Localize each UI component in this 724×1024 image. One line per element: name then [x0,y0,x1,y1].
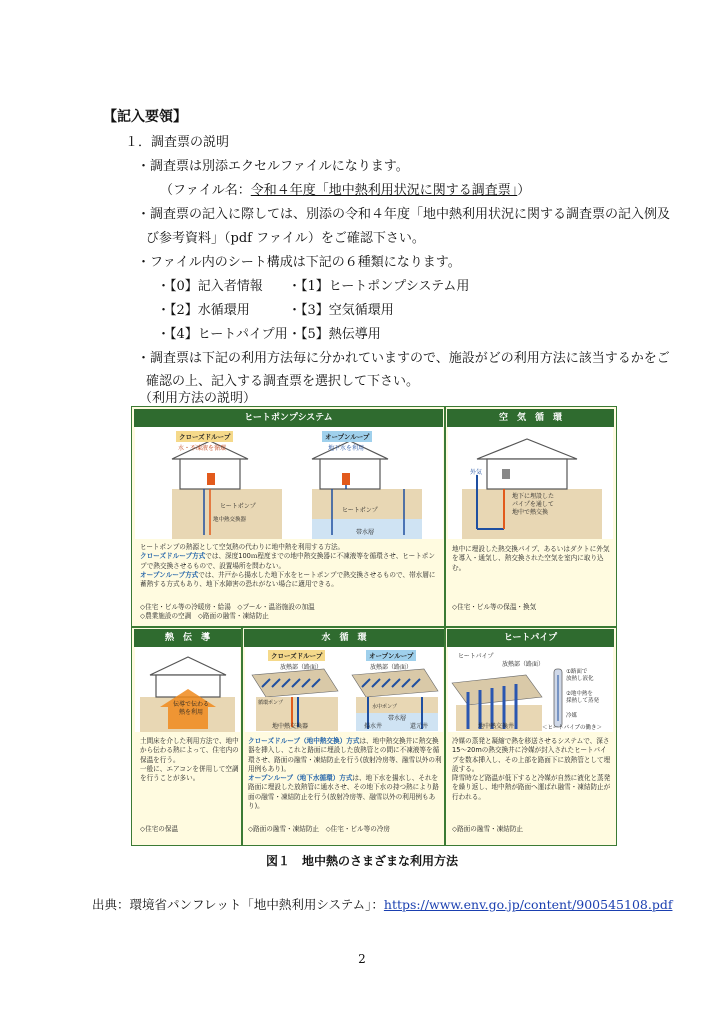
heatpipe-exchanger-well: 地中熱交換井 [478,723,515,730]
heatpump-label-closed: ヒートポンプ [220,503,256,510]
water-uses: ◇路面の融雪・凍結防止 ◇住宅・ビル等の冷房 [248,825,391,833]
bullet-select-line2: 確認の上、記入する調査票を選択して下さい。 [146,374,420,389]
header-water-circulation: 水 循 環 [244,629,444,647]
conduction-arrow-label: 伝導で伝わる 熱を利用 [172,701,209,716]
sheet-item-3: ・【3】空気循環用 [288,303,394,318]
figure-caption: 図１ 地中熱のさまざまな利用方法 [265,854,458,868]
item1-title: １．調査票の説明 [125,135,230,150]
usage-note: （利用方法の説明） [139,391,257,406]
heatpipe-step2: ②地中熱を 採熱して蒸発 [566,691,600,704]
heatpipe-step1: ①路面で 放熱し液化 [566,669,594,682]
header-heat-pipe: ヒートパイプ [447,629,614,647]
closed-loop-tag: クローズドループ [176,431,233,442]
bullet-file-name-line [160,179,530,198]
conduction-description: 土間床を介した利用方法で、地中から伝わる熱によって、住宅内の保温を行う。 一般に、エアコンを併用して空調を行うことが多い。 [140,737,239,783]
water-aquifer-label: 帯水層 [388,715,407,722]
header-heat-conduction: 熱 伝 導 [134,629,241,647]
open-loop-sub: 地下水を利用 [328,445,365,452]
source-link[interactable]: https://www.env.go.jp/content/900545108.pdf [383,897,673,912]
ground-exchanger-label: 地中熱交換器 [213,517,247,523]
heatpump-description: ヒートポンプの熱源として空気熱の代わりに地中熱を利用する方法。 クローズドループ方式では、深度100ｍ程度までの地中熱交換器に不凍液等を循環させ、ヒートポンプで熱交換させるもので、設置場所を問わない。 オープンループ方式では、井戸から揚水した地下水をヒートポンプで熱交換させるもので、帯水層に蓄熱する方式もあり、地下水障害の恐れがない場合に適用できる。 [140,543,436,589]
air-pipe-label: 地下に埋設した パイプを通して 地中で熱交換 [512,493,555,516]
heatpipe-radiator-label: 放熱部（路面） [502,661,545,668]
source-prefix: 出典：環境省パンフレット「地中熱利用システム」： [92,897,384,912]
coolant-label: 冷媒 [566,713,578,719]
heatpipe-uses: ◇路面の融雪・凍結防止 [452,825,524,833]
file-name-prefix: （ファイル名： [160,183,251,198]
bullet-reference-line2: び参考資料」（pdf ファイル）をご確認下さい。 [146,231,425,246]
heatpump-uses: ◇住宅・ビル等の冷暖房・給湯 ◇プール・温浴施設の加温 ◇農業施設の空調 ◇路面の融雪・凍結防止 [140,603,315,621]
sheet-item-5: ・【5】熱伝導用 [288,327,381,342]
bullet-select-line1: ・調査票は下記の利用方法毎に分かれていますので、施設がどの利用方法に該当するかをご [137,351,670,366]
pump-well-label: 揚水井 [364,723,383,730]
heatpipe-description: 冷媒の蒸発と凝縮で熱を移送させるシステムで、深さ15～20mの熱交換井に冷媒が封入されたヒートパイプを数本挿入し、その上部を路面下に放熱管として埋設する。 降雪時など路温が低下すると冷媒が自然に液化と蒸発を繰り返し、地中熱が路面へ運ばれ融雪・凍結防止が行われる。 [452,737,611,801]
submersible-pump-label: 水中ポンプ [372,704,398,710]
file-name-suffix: ） [517,183,531,198]
geothermal-usage-figure [131,406,617,846]
outside-air-label: 外気 [470,469,483,476]
air-description: 地中に埋設した熱交換パイプ、あるいはダクトに外気を導入・通気し、熱交換された空気を室内に取り込む。 [452,545,610,572]
heatpipe-mechanism-label: ＜ヒートパイプの働き＞ [542,725,603,731]
water-open-loop-tag: オープンループ [366,650,416,661]
water-exchanger-label: 地中熱交換器 [272,723,309,730]
sheet-item-0: ・【0】記入者情報 [157,279,263,294]
aquifer-label: 帯水層 [356,529,375,536]
bullet-sheet-structure: ・ファイル内のシート構成は下記の６種類になります。 [137,255,461,270]
sheet-item-2: ・【2】水循環用 [157,303,250,318]
water-radiator-label-2: 放熱部（路面） [370,664,413,671]
sheet-item-1: ・【1】ヒートポンプシステム用 [288,279,470,294]
return-well-label: 還元井 [410,723,429,730]
water-closed-loop-tag: クローズドループ [268,650,325,661]
header-heatpump-system: ヒートポンプシステム [134,409,443,427]
bullet-excel-file: ・調査票は別添エクセルファイルになります。 [137,159,409,174]
source-citation [92,895,672,913]
closed-loop-sub: 水・不凍液を循環 [178,445,227,452]
conduction-uses: ◇住宅の保温 [140,825,179,833]
open-loop-tag: オープンループ [322,431,372,442]
heatpump-label-open: ヒートポンプ [342,507,378,514]
sheet-item-4: ・【4】ヒートパイプ用 [157,327,288,342]
water-radiator-label-1: 放熱部（路面） [280,664,323,671]
header-air-circulation: 空 気 循 環 [447,409,614,427]
section-heading: 【記入要領】 [103,109,187,125]
page-number: 2 [358,952,366,966]
air-uses: ◇住宅・ビル等の保温・換気 [452,603,537,611]
file-name: 令和４年度「地中熱利用状況に関する調査票」 [250,183,518,198]
water-description: クローズドループ（地中熱交換）方式は、地中熱交換井に熱交換器を挿入し、これと路面に埋設した放熱管との間に不凍液等を循環させ、路面の融雪・凍結防止を行う(放射冷房等、融雪以外の利用例もあり)。 オープンループ（地下水循環）方式は、地下水を揚水し、それを路面に埋設した放熱管に通水させ、その地下水の持つ熱により路面の融雪・凍結防止を行う(放射冷房等、融雪以外の利用例もあり)。 [248,737,442,811]
bullet-reference-line1: ・調査票の記入に際しては、別添の令和４年度「地中熱利用状況に関する調査票の記入例及 [137,207,671,222]
circulation-pump-label: 循環ポンプ [258,700,284,706]
heatpipe-label: ヒートパイプ [458,653,494,660]
